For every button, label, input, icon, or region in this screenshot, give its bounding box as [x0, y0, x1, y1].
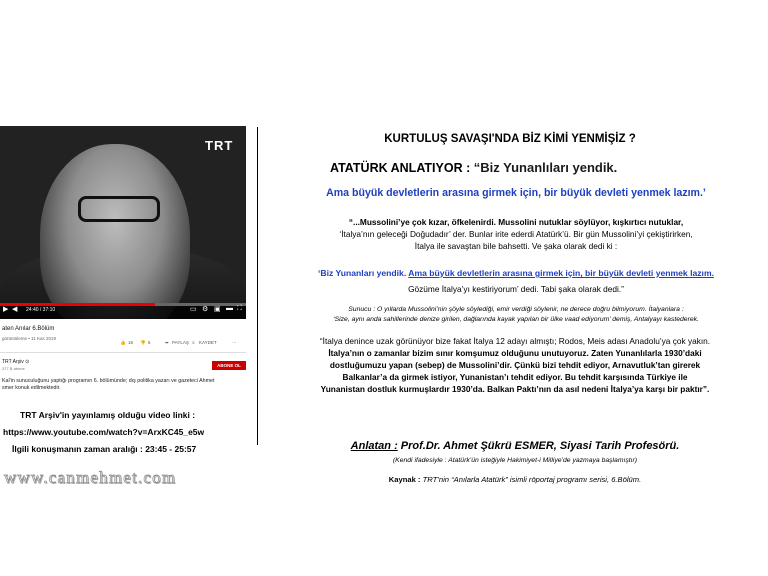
- share-icon[interactable]: ➦: [165, 340, 169, 345]
- article-highlight: Ama büyük devletlerin arasına girmek için, bir büyük devleti yenmek lazım.’: [326, 187, 706, 199]
- paragraph-line: İtalya ile savaştan bile bahsetti. Ve şaka olarak dedi ki :: [414, 241, 618, 251]
- share-button[interactable]: PAYLAŞ: [172, 340, 189, 345]
- video-url[interactable]: https://www.youtube.com/watch?v=ArxKC45_e5w: [3, 427, 205, 437]
- save-icon[interactable]: ≡: [192, 340, 195, 345]
- narrator-label: Anlatan :: [350, 440, 398, 452]
- video-player[interactable]: [0, 126, 246, 319]
- volume-icon[interactable]: ◀: [12, 306, 18, 313]
- subtitles-icon[interactable]: ▭: [190, 306, 197, 313]
- subtitle-quote: “Biz Yunanlıları yendik.: [473, 160, 618, 175]
- video-views: görüntüleme • 11 Kas 2019: [2, 336, 57, 341]
- video-frame-glasses: [78, 196, 160, 222]
- paragraph-line: Balkanlar’a da girmek istiyor, Yunanistan’ı tehdit ediyor. Bu tehdit karşısında Türkiye ile: [342, 372, 688, 382]
- quote-line: [264, 268, 768, 278]
- play-icon[interactable]: ▶: [3, 306, 9, 313]
- paragraph-line: İtalya’nın o zamanlar bizim sınır komşumuz olduğunu unutuyoruz. Zaten Yunanlılarla 1930’daki: [328, 348, 702, 358]
- settings-icon[interactable]: ⚙: [202, 306, 209, 313]
- video-time: 24:40 / 37:10: [26, 307, 56, 313]
- dislike-count: 6: [148, 340, 151, 345]
- like-icon[interactable]: 👍: [120, 340, 126, 345]
- presenter-line: Sunucu : O yıllarda Mussolini’nin şöyle söylediği, emir verdiği söylenir, ne derece doğru bilmiyorum. İtalyanlara :: [348, 306, 684, 313]
- paragraph-line: Yunanistan dostluk kurmuşlardır 1930’da. Balkan Paktı’nın da asıl nedeni İtalya’ya karşı bir paktır”.: [320, 384, 710, 394]
- video-title[interactable]: aten Anılar 6.Bölüm: [2, 326, 55, 332]
- fullscreen-icon[interactable]: ⛶: [237, 305, 242, 312]
- article-title: KURTULUŞ SAVAŞI'NDA BİZ KİMİ YENMİŞİZ ?: [384, 133, 636, 145]
- miniplayer-icon[interactable]: ▣: [214, 306, 221, 313]
- like-count: 16: [128, 340, 134, 345]
- description-line: smer konuk edilmektedir.: [2, 385, 61, 391]
- quote-part-b: Ama büyük devletlerin arasına girmek için, bir büyük devleti yenmek lazım.: [408, 268, 714, 278]
- paragraph-line: “İtalya denince uzak görünüyor bize fakat İtalya 12 adayı almıştı; Rodos, Meis adası Anadolu’ya çok yakın.: [319, 336, 711, 346]
- archive-label: TRT Arşiv'in yayınlamış olduğu video linki :: [20, 410, 196, 420]
- narrator: [262, 440, 768, 452]
- article-subtitle: [330, 160, 617, 175]
- narrator-name: Prof.Dr. Ahmet Şükrü ESMER, Siyasi Tarih Profesörü.: [400, 440, 680, 452]
- save-button[interactable]: KAYDET: [199, 340, 217, 345]
- vertical-divider: [257, 127, 258, 445]
- paragraph-line: dostluğumuzu yapan (sebep) de Mussolini’dir. Çünkü bizi tehdit ediyor, Arnavutluk’tan girerek: [329, 360, 701, 370]
- video-progress-fill: [0, 303, 155, 306]
- video-description: [2, 378, 246, 392]
- video-frame-face: [40, 144, 190, 319]
- divider: [0, 352, 246, 353]
- description-line: Kal'in sunuculuğunu yaptığı programın 6. bölümünde; dış politika yazarı ve gazeteci Ahmet: [2, 378, 215, 384]
- theater-icon[interactable]: ▬: [226, 305, 233, 312]
- subscribe-button[interactable]: ABONE OL: [212, 361, 246, 370]
- narrator-note: (Kendi ifadesiyle : Atatürk’ün isteğiyle Hakimiyet-i Milliye’de yazmaya başlamıştır): [392, 457, 638, 464]
- paragraph-line: ‘İtalya’nın geleceği Doğudadır’ der. Bunlar irite ederdi Atatürk’ü. Bir gün Mussolini’yi çekiştirirken,: [339, 229, 693, 239]
- quote-part-a: ‘Biz Yunanları yendik.: [318, 268, 407, 278]
- paragraph-1: [264, 216, 768, 252]
- source-label: Kaynak :: [388, 475, 421, 484]
- paragraph-line: “...Mussolini’ye çok kızar, öfkelenirdi. Mussolini nutuklar söylüyor, kışkırtıcı nutuklar,: [348, 217, 684, 227]
- subscriber-count: 377 B abone: [2, 366, 25, 371]
- watermark: www.canmehmet.com: [4, 468, 177, 487]
- channel-name[interactable]: TRT Arşiv ⊙: [2, 359, 30, 365]
- presenter-note: [264, 305, 768, 325]
- paragraph-2: [262, 335, 768, 395]
- presenter-line: ‘Size, aynı anda sahillerinde denize girilen, dağlarında kayak yapılan bir ülke vaad ediyorum’ demiş, Antalyayı kastederek.: [333, 316, 699, 323]
- source: [262, 475, 768, 484]
- subtitle-prefix: ATATÜRK ANLATIYOR :: [330, 161, 471, 175]
- dislike-icon[interactable]: 👎: [140, 340, 146, 345]
- time-range: İlgili konuşmanın zaman aralığı : 23:45 - 25:57: [12, 444, 197, 454]
- trt-logo: TRT: [205, 138, 234, 153]
- paragraph-line: Gözüme İtalya’yı kestiriyorum’ dedi. Tabi şaka olarak dedi.”: [408, 284, 624, 294]
- more-icon[interactable]: ⋯: [232, 340, 237, 345]
- source-text: TRT’nin “Anılarla Atatürk” isimli röportaj programı serisi, 6.Bölüm.: [422, 475, 642, 484]
